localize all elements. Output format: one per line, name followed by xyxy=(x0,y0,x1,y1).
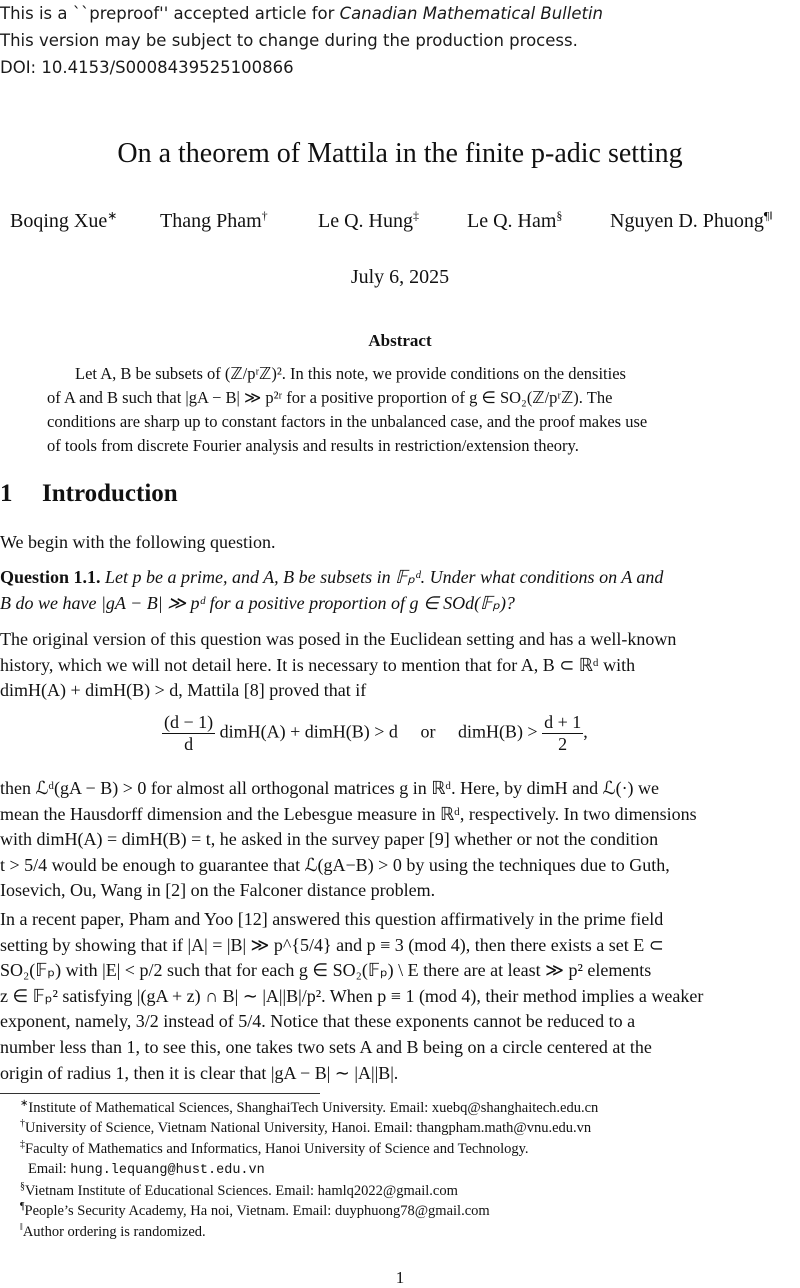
abstract-line: of tools from discrete Fourier analysis and results in restriction/extension theory. xyxy=(47,436,579,455)
footnote-5: ¶People’s Security Academy, Ha noi, Vietnam. Email: duyphuong78@gmail.com xyxy=(20,1201,490,1220)
author-4: Le Q. Ham§ xyxy=(467,208,563,232)
abstract-line: conditions are sharp up to constant factors in the unbalanced case, and the proof makes use xyxy=(47,412,648,431)
doi-link[interactable]: DOI: 10.4153/S0008439525100866 xyxy=(0,58,294,77)
section-heading: 1 Introduction xyxy=(0,480,178,507)
page-number: 1 xyxy=(395,1268,405,1287)
text-line: then ℒᵈ(gA − B) > 0 for almost all orthogonal matrices g in ℝᵈ. Here, by dimH and ℒ(·) we xyxy=(0,778,660,798)
footnotes xyxy=(0,1098,800,1242)
text-line: with dimH(A) = dimH(B) = t, he asked in the survey paper [9] whether or not the condition xyxy=(0,829,659,850)
journal-name: Canadian Mathematical Bulletin xyxy=(339,4,604,23)
text-line: z ∈ 𝔽ₚ² satisfying |(gA + z) ∩ B| ∼ |A||B|/p². When p ≡ 1 (mod 4), their method implies a weaker xyxy=(0,985,704,1006)
text-line: t > 5/4 would be enough to guarantee that ℒ(gA−B) > 0 by using the techniques due to Guth, xyxy=(0,854,670,875)
author-1: Boqing Xue∗ xyxy=(10,208,118,232)
footnote-rule xyxy=(0,1093,320,1094)
paper-date: July 6, 2025 xyxy=(350,266,450,288)
intro-sentence: We begin with the following question. xyxy=(0,532,276,552)
text-line: origin of radius 1, then it is clear that |gA − B| ∼ |A||B|. xyxy=(0,1062,399,1083)
abstract-body xyxy=(47,362,753,458)
author-2: Thang Pham† xyxy=(160,208,268,232)
question-line-2: B do we have |gA − B| ≫ pᵈ for a positive proportion of g ∈ SOd(𝔽ₚ)? xyxy=(0,592,515,613)
email-link[interactable]: hung.lequang@hust.edu.vn xyxy=(70,1162,265,1178)
abstract-heading: Abstract xyxy=(368,331,432,350)
text-line: setting by showing that if |A| = |B| ≫ p^{5/4} and p ≡ 3 (mod 4), then there exists a set E ⊂ xyxy=(0,934,664,955)
footnote-4: §Vietnam Institute of Educational Sciences. Email: hamlq2022@gmail.com xyxy=(20,1181,458,1200)
banner-line-1: This is a ``preproof'' accepted article for Canadian Mathematical Bulletin xyxy=(0,4,604,23)
footnote-2: †University of Science, Vietnam National University, Hanoi. Email: thangpham.math@vnu.edu.vn xyxy=(20,1118,592,1137)
abstract-line: Let A, B be subsets of (ℤ/pʳℤ)². In this note, we provide conditions on the densities xyxy=(75,364,626,383)
question-block xyxy=(0,565,800,616)
footnote-3: ‡Faculty of Mathematics and Informatics, Hanoi University of Science and Technology. xyxy=(20,1138,529,1157)
text-line: exponent, namely, 3/2 instead of 5/4. Notice that these exponents cannot be reduced to a xyxy=(0,1011,636,1032)
text-line: SO₂(𝔽ₚ) with |E| < p/2 such that for each g ∈ SO₂(𝔽ₚ) \ E there are at least ≫ p² elements xyxy=(0,960,652,981)
text-line: mean the Hausdorff dimension and the Lebesgue measure in ℝᵈ, respectively. In two dimensions xyxy=(0,803,697,824)
footnote-3-email: Email: hung.lequang@hust.edu.vn xyxy=(28,1160,265,1178)
paper-page: This is a ``preproof'' accepted article for Canadian Mathematical Bulletin This version may be subject to change during the production process. DOI: 10.4153/S0008439525100866 On a theorem of Mattila in the finite p-adic setting Boqing Xue∗ Thang Pham† Le Q. Hung‡ Le Q. Ham§ Nguyen D. Phuong¶‖ July 6, 2025 Abstract Let A, B be subsets of (ℤ/pʳℤ)². In this note, we provide conditions on the densities of A and B such that |gA − B| ≫ p²ʳ for a positive proportion of g ∈ SO₂(ℤ/pʳℤ). The conditions are sharp up to constant factors in the unbalanced case, and the proof makes use of tools from discrete Fourier analysis and results in restriction/extension theory. 1 Introduction We begin with the following question. Question 1.1. Let p be a prime, and A, B be subsets in 𝔽ₚᵈ. Under what conditions on A and B do we have |gA − B| ≫ pᵈ for a positive proportion of g ∈ SOd(𝔽ₚ)? The original version of this question was posed in the Euclidean setting and has a well-known history, which we will not detail here. It is necessary to mention that for A, B ⊂ ℝᵈ with dimH(A) + dimH(B) > d, Mattila [8] proved that if $\frac{(d - 1)}{d}$ dimH(A) + dimH(B) > d or dimH(B) > $\frac{d + 1}{2}$ , then ℒᵈ(gA − B) > 0 for almost all orthogonal matrices g in ℝᵈ. Here, by dimH and ℒ(·) we mean the Hausdorff dimension and the Lebesgue measure in ℝᵈ, respectively. In two dimensions with dimH(A) = dimH(B) = t, he asked in the survey paper [9] whether or not the condition t > 5/4 would be enough to guarantee that ℒ(gA−B) > 0 by using the techniques due to Guth, Iosevich, Ou, Wang in [2] on the Falconer distance problem. In a recent paper, Pham and Yoo [12] answered this question affirmatively in the prime field setting by showing that if |A| = |B| ≫ p^{5/4} and p ≡ 3 (mod 4), then there exists a set E ⊂ SO₂(𝔽ₚ) with |E| < p/2 such that for each g ∈ SO₂(𝔽ₚ) \ E there are at least ≫ p² elements z ∈ 𝔽ₚ² satisfying |(gA + z) ∩ B| ∼ |A||B|/p². When p ≡ 1 (mod 4), their method implies a weaker exponent, namely, 3/2 instead of 5/4. Notice that these exponents cannot be reduced to a number less than 1, to see this, one takes two sets A and B being on a circle centered at the origin of radius 1, then it is clear that |gA − B| ∼ |A||B|. ∗Institute of Mathematical Sciences, ShanghaiTech University. Email: xuebq@shanghaitech.edu.cn †University of Science, Vietnam National University, Hanoi. Email: thangpham.math@vnu.edu.vn ‡Faculty of Mathematics and Informatics, Hanoi University of Science and Technology. Email: hung.lequang@hust.edu.vn §Vietnam Institute of Educational Sciences. Email: hamlq2022@gmail.com ¶People’s Security Academy, Ha noi, Vietnam. Email: duyphuong78@gmail.com ‖Author ordering is randomized. 1 xyxy=(0,0,800,1287)
text-line: number less than 1, to see this, one takes two sets A and B being on a circle centered at the xyxy=(0,1036,652,1057)
banner-line-2: This version may be subject to change during the production process. xyxy=(0,31,578,50)
fraction-2: $\frac{d + 1}{2}$ xyxy=(544,712,582,754)
fraction-1: $\frac{(d - 1)}{d}$ xyxy=(164,712,214,754)
footnote-6: ‖Author ordering is randomized. xyxy=(20,1221,206,1240)
paper-title: On a theorem of Mattila in the finite p-adic setting xyxy=(117,138,683,169)
text-line: history, which we will not detail here. It is necessary to mention that for A, B ⊂ ℝᵈ with xyxy=(0,654,636,675)
text-line: Iosevich, Ou, Wang in [2] on the Falconer distance problem. xyxy=(0,880,436,901)
author-5: Nguyen D. Phuong¶‖ xyxy=(610,208,773,232)
paragraph-3 xyxy=(0,907,800,1086)
text-line: The original version of this question was posed in the Euclidean setting and has a well-known xyxy=(0,629,677,649)
question-line-1: Question 1.1. Let p be a prime, and A, B be subsets in 𝔽ₚᵈ. Under what conditions on A and xyxy=(0,567,664,587)
author-3: Le Q. Hung‡ xyxy=(318,208,419,232)
text-line: In a recent paper, Pham and Yoo [12] answered this question affirmatively in the prime field xyxy=(0,909,664,929)
abstract-line: of A and B such that |gA − B| ≫ p²ʳ for a positive proportion of g ∈ SO₂(ℤ/pʳℤ). The xyxy=(47,388,613,407)
paragraph-1 xyxy=(0,627,800,704)
paragraph-2 xyxy=(0,776,800,904)
text-line: dimH(A) + dimH(B) > d, Mattila [8] proved that if xyxy=(0,680,367,701)
preproof-banner xyxy=(0,0,603,81)
footnote-1: ∗Institute of Mathematical Sciences, ShanghaiTech University. Email: xuebq@shanghaitech.edu.cn xyxy=(20,1098,599,1116)
